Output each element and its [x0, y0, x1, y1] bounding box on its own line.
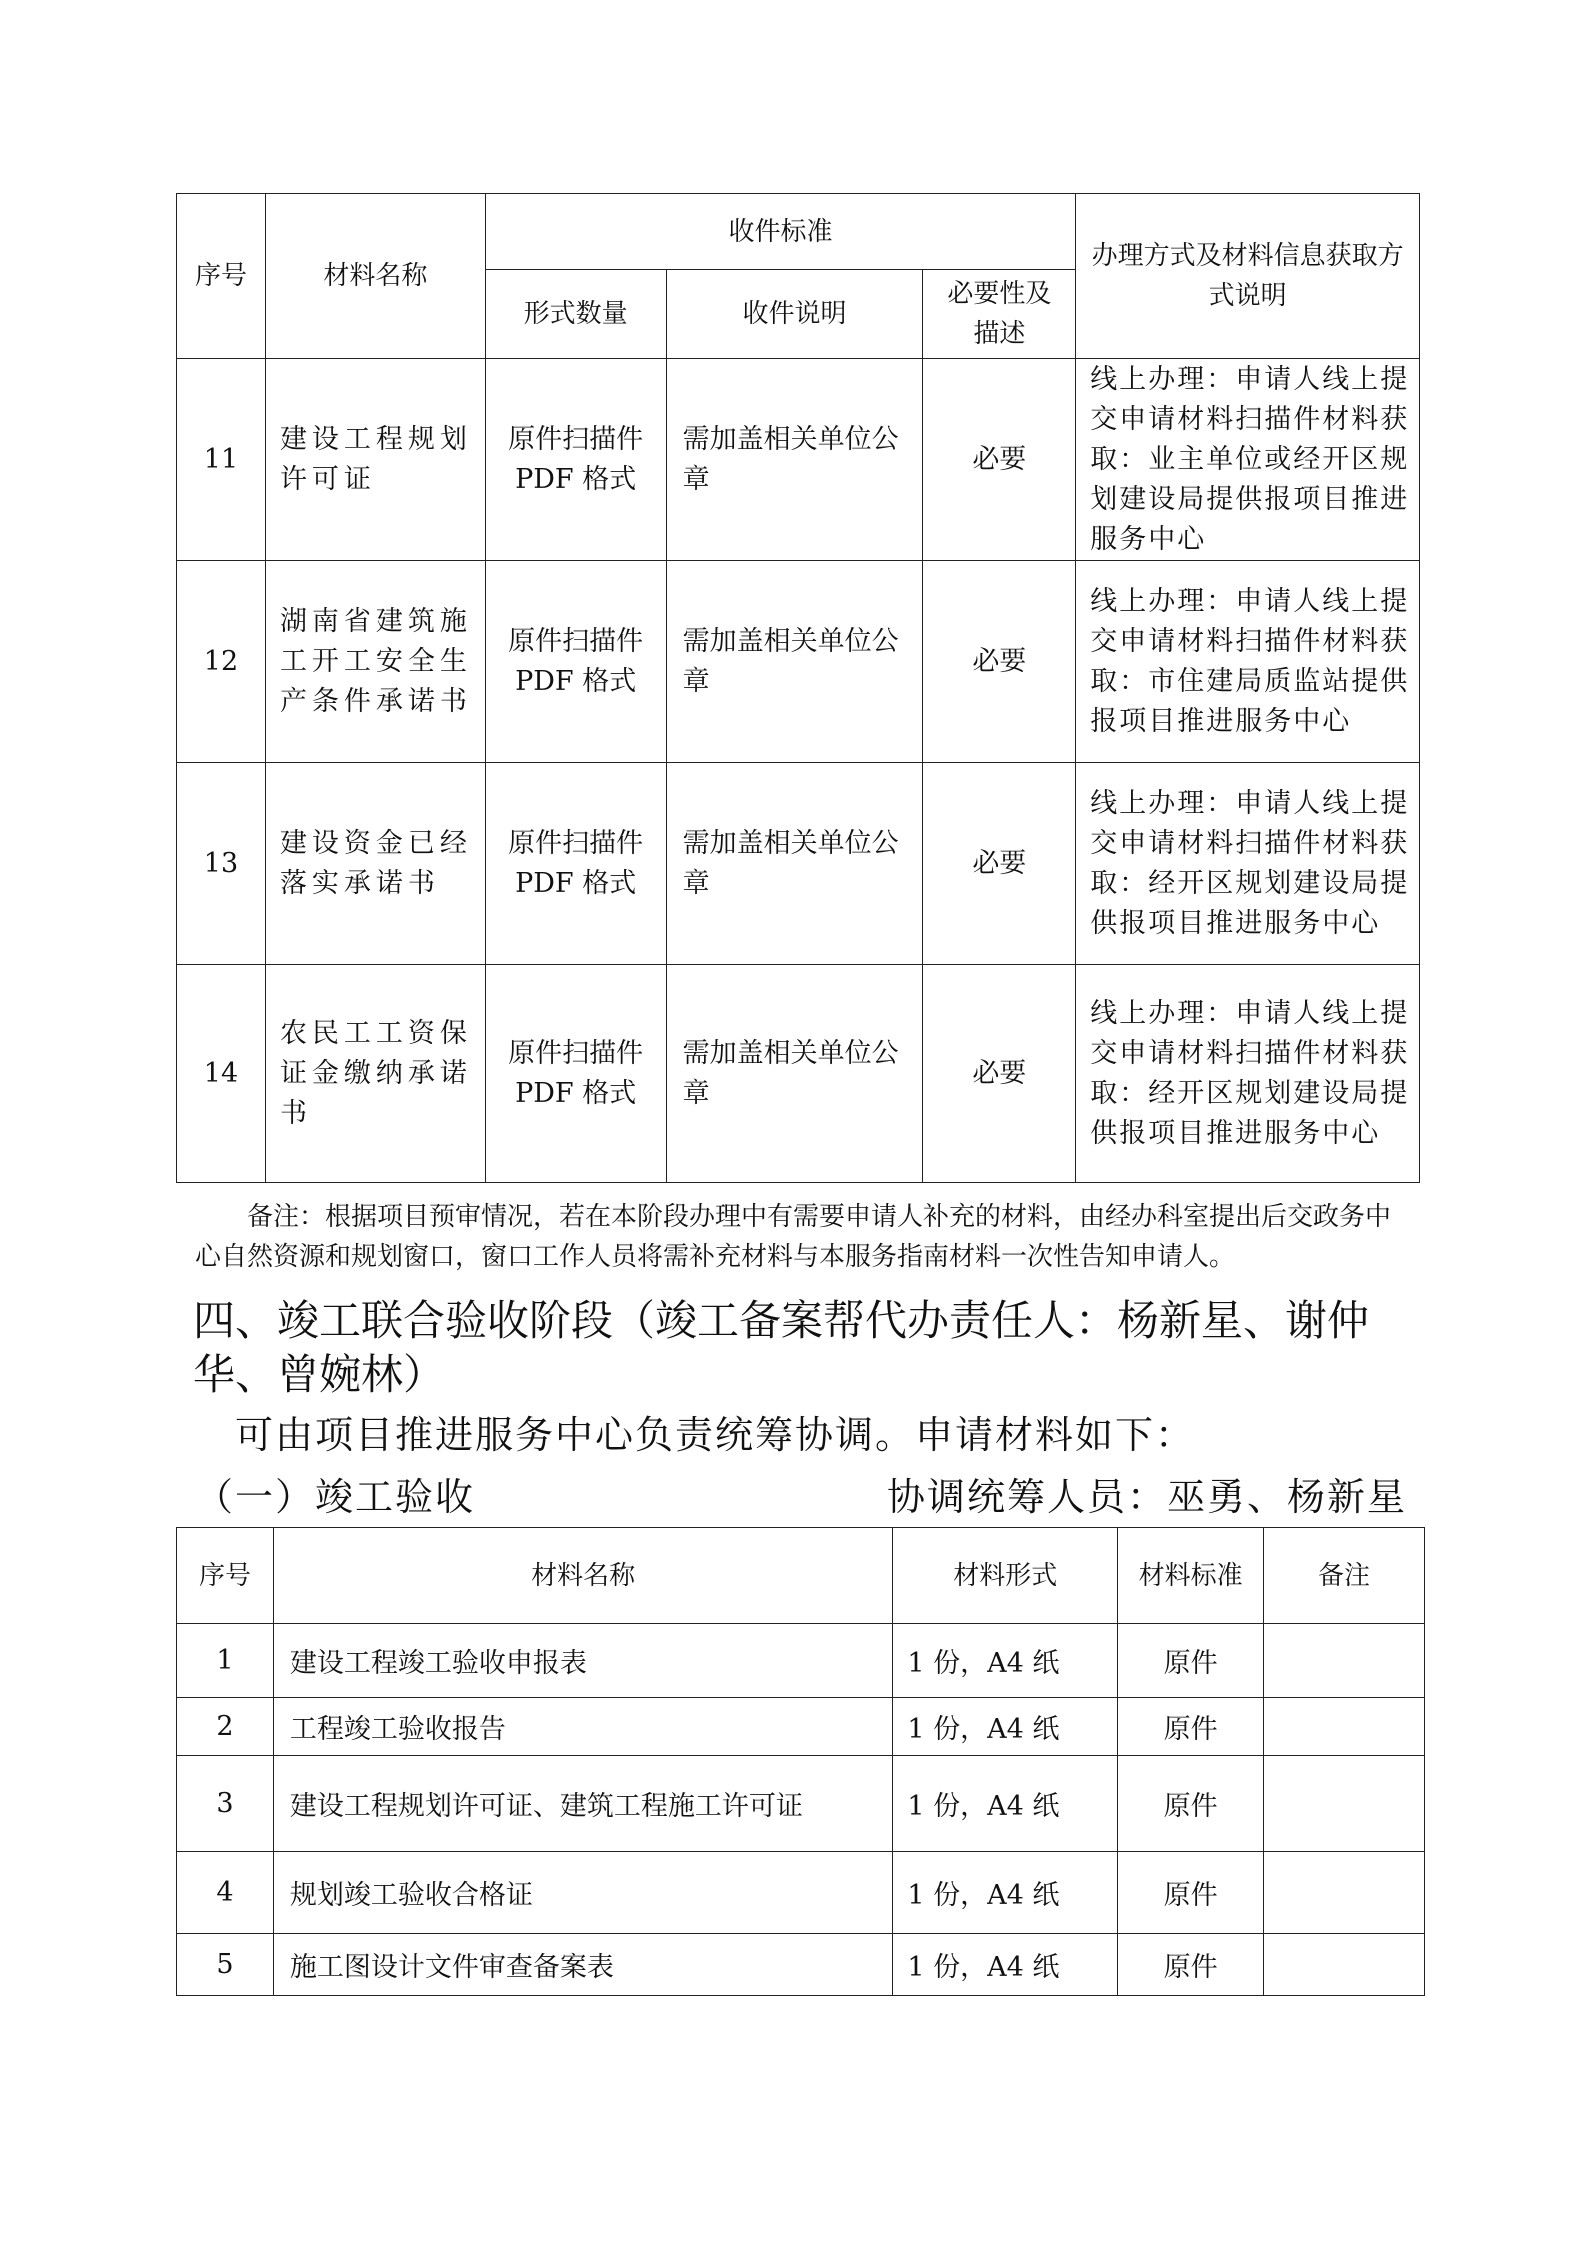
row-method: 线上办理：申请人线上提交申请材料扫描件材料获取：经开区规划建设局提供报项目推进服务中心 — [1076, 763, 1420, 965]
row-standard: 原件 — [1118, 1852, 1264, 1934]
row-form: 原件扫描件PDF 格式 — [485, 763, 666, 965]
row-seq: 14 — [177, 965, 266, 1183]
row-name: 建设工程规划许可证 — [265, 359, 485, 561]
row-seq: 11 — [177, 359, 266, 561]
header-name: 材料名称 — [273, 1528, 892, 1624]
row-seq: 5 — [177, 1934, 274, 1996]
row-seq: 13 — [177, 763, 266, 965]
row-method: 线上办理：申请人线上提交申请材料扫描件材料获取：经开区规划建设局提供报项目推进服务中心 — [1076, 965, 1420, 1183]
row-form: 1 份，A4 纸 — [893, 1852, 1118, 1934]
table-row — [177, 965, 1420, 1183]
row-remark — [1264, 1698, 1425, 1756]
header-name: 材料名称 — [265, 194, 485, 359]
row-remark — [1264, 1934, 1425, 1996]
row-seq: 2 — [177, 1698, 274, 1756]
header-desc: 收件说明 — [666, 270, 923, 359]
header-remark: 备注 — [1264, 1528, 1425, 1624]
header-seq: 序号 — [177, 1528, 274, 1624]
row-method: 线上办理：申请人线上提交申请材料扫描件材料获取：业主单位或经开区规划建设局提供报项目推进服务中心 — [1076, 359, 1420, 561]
header-method: 办理方式及材料信息获取方式说明 — [1076, 194, 1420, 359]
row-standard: 原件 — [1118, 1698, 1264, 1756]
row-necessity: 必要 — [923, 359, 1076, 561]
row-form: 1 份，A4 纸 — [893, 1934, 1118, 1996]
row-desc: 需加盖相关单位公章 — [666, 561, 923, 763]
row-standard: 原件 — [1118, 1624, 1264, 1698]
table-row — [177, 1934, 1425, 1996]
row-seq: 3 — [177, 1756, 274, 1852]
header-necessity: 必要性及描述 — [923, 270, 1076, 359]
section-intro: 可由项目推进服务中心负责统筹协调。申请材料如下： — [235, 1413, 1196, 1457]
row-remark — [1264, 1756, 1425, 1852]
row-method: 线上办理：申请人线上提交申请材料扫描件材料获取：市住建局质监站提供报项目推进服务中心 — [1076, 561, 1420, 763]
table-row — [177, 763, 1420, 965]
table-row — [177, 561, 1420, 763]
row-seq: 1 — [177, 1624, 274, 1698]
row-standard: 原件 — [1118, 1934, 1264, 1996]
row-form: 原件扫描件PDF 格式 — [485, 965, 666, 1183]
row-form: 1 份，A4 纸 — [893, 1756, 1118, 1852]
row-seq: 4 — [177, 1852, 274, 1934]
header-form: 形式数量 — [485, 270, 666, 359]
row-desc: 需加盖相关单位公章 — [666, 359, 923, 561]
row-standard: 原件 — [1118, 1756, 1264, 1852]
table-row — [177, 359, 1420, 561]
table-row — [177, 1852, 1425, 1934]
row-name: 建设资金已经落实承诺书 — [265, 763, 485, 965]
remark-note: 备注：根据项目预审情况，若在本阶段办理中有需要申请人补充的材料，由经办科室提出后交政务中心自然资源和规划窗口，窗口工作人员将需补充材料与本服务指南材料一次性告知申请人。 — [195, 1202, 1392, 1272]
section-heading: 四、竣工联合验收阶段（竣工备案帮代办责任人：杨新星、谢仲华、曾婉林） — [193, 1296, 1370, 1399]
row-necessity: 必要 — [923, 561, 1076, 763]
row-necessity: 必要 — [923, 763, 1076, 965]
materials-table-2 — [176, 1527, 1425, 1996]
table-row — [177, 1624, 1425, 1698]
row-remark — [1264, 1624, 1425, 1698]
row-form: 原件扫描件PDF 格式 — [485, 561, 666, 763]
row-seq: 12 — [177, 561, 266, 763]
row-name: 湖南省建筑施工开工安全生产条件承诺书 — [265, 561, 485, 763]
row-name: 规划竣工验收合格证 — [273, 1852, 892, 1934]
table-row — [177, 1698, 1425, 1756]
materials-table-1 — [176, 193, 1420, 1183]
subsection-title: （一）竣工验收 — [195, 1475, 476, 1519]
row-form: 1 份，A4 纸 — [893, 1698, 1118, 1756]
row-desc: 需加盖相关单位公章 — [666, 965, 923, 1183]
row-form: 原件扫描件PDF 格式 — [485, 359, 666, 561]
header-standard: 材料标准 — [1118, 1528, 1264, 1624]
row-name: 工程竣工验收报告 — [273, 1698, 892, 1756]
row-name: 农民工工资保证金缴纳承诺书 — [265, 965, 485, 1183]
row-name: 建设工程竣工验收申报表 — [273, 1624, 892, 1698]
header-form: 材料形式 — [893, 1528, 1118, 1624]
row-form: 1 份，A4 纸 — [893, 1624, 1118, 1698]
row-name: 建设工程规划许可证、建筑工程施工许可证 — [273, 1756, 892, 1852]
header-standard: 收件标准 — [485, 194, 1076, 270]
row-desc: 需加盖相关单位公章 — [666, 763, 923, 965]
header-seq: 序号 — [177, 194, 266, 359]
row-remark — [1264, 1852, 1425, 1934]
row-name: 施工图设计文件审查备案表 — [273, 1934, 892, 1996]
coordinator-text: 协调统筹人员：巫勇、杨新星 — [886, 1475, 1407, 1519]
row-necessity: 必要 — [923, 965, 1076, 1183]
table-row — [177, 1756, 1425, 1852]
